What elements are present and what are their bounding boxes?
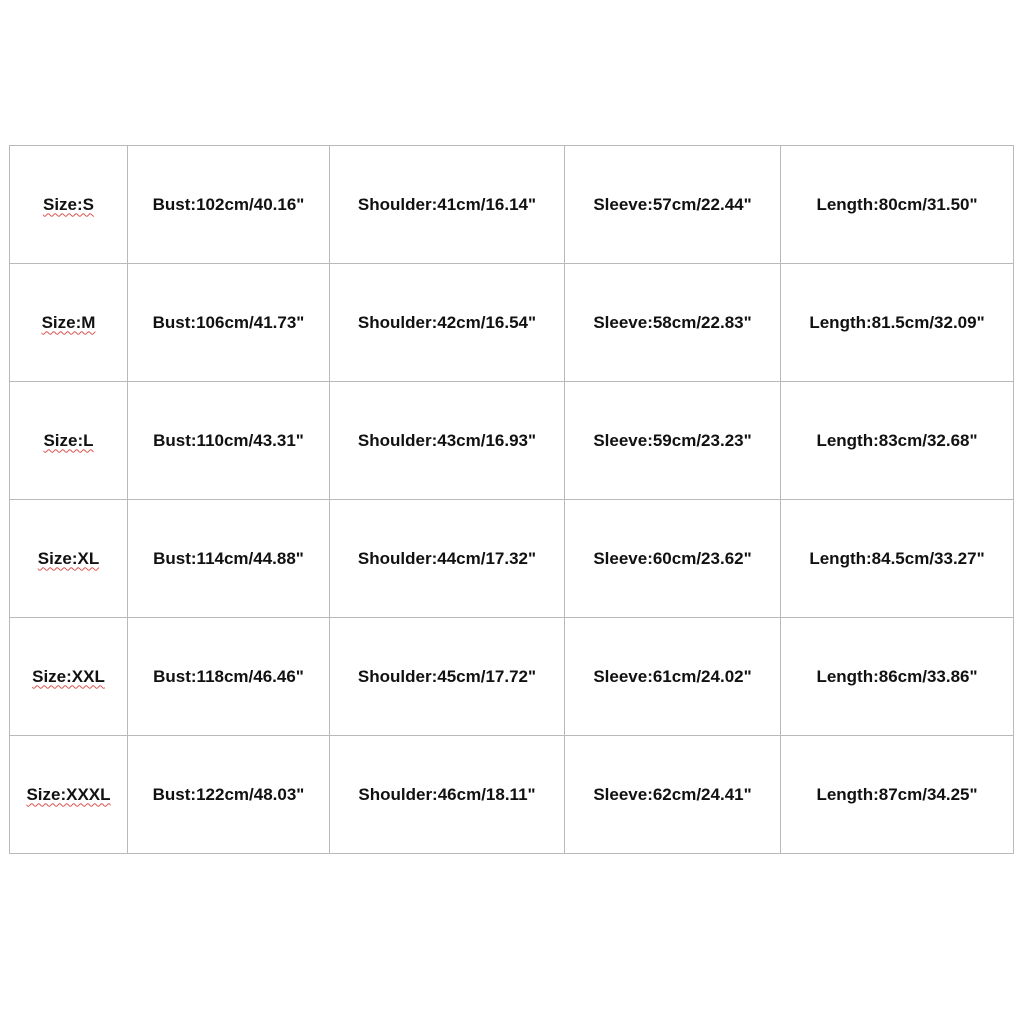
table-row <box>10 382 1014 500</box>
size-label: Size:XXL <box>32 666 105 686</box>
size-label: Size:XL <box>37 548 100 568</box>
length-cell: Length:80cm/31.50" <box>781 146 1014 264</box>
sleeve-cell: Sleeve:62cm/24.41" <box>565 736 781 854</box>
sleeve-cell: Sleeve:58cm/22.83" <box>565 264 781 382</box>
size-label: Size:L <box>43 430 94 450</box>
sleeve-cell: Sleeve:60cm/23.62" <box>565 500 781 618</box>
size-cell <box>10 264 128 382</box>
length-cell: Length:81.5cm/32.09" <box>781 264 1014 382</box>
size-cell <box>10 618 128 736</box>
bust-cell: Bust:122cm/48.03" <box>128 736 330 854</box>
size-cell <box>10 736 128 854</box>
length-cell: Length:87cm/34.25" <box>781 736 1014 854</box>
bust-cell: Bust:110cm/43.31" <box>128 382 330 500</box>
size-cell <box>10 146 128 264</box>
table-row <box>10 146 1014 264</box>
size-label: Size:XXXL <box>26 784 111 804</box>
table-row <box>10 500 1014 618</box>
shoulder-cell: Shoulder:41cm/16.14" <box>330 146 565 264</box>
size-cell <box>10 382 128 500</box>
size-label: Size:S <box>42 194 95 214</box>
bust-cell: Bust:102cm/40.16" <box>128 146 330 264</box>
sleeve-cell: Sleeve:61cm/24.02" <box>565 618 781 736</box>
bust-cell: Bust:114cm/44.88" <box>128 500 330 618</box>
bust-cell: Bust:106cm/41.73" <box>128 264 330 382</box>
table-row <box>10 736 1014 854</box>
size-chart-table <box>9 145 1014 854</box>
size-label: Size:M <box>41 312 96 332</box>
shoulder-cell: Shoulder:43cm/16.93" <box>330 382 565 500</box>
bust-cell: Bust:118cm/46.46" <box>128 618 330 736</box>
sleeve-cell: Sleeve:59cm/23.23" <box>565 382 781 500</box>
sleeve-cell: Sleeve:57cm/22.44" <box>565 146 781 264</box>
length-cell: Length:83cm/32.68" <box>781 382 1014 500</box>
shoulder-cell: Shoulder:46cm/18.11" <box>330 736 565 854</box>
table-row <box>10 618 1014 736</box>
shoulder-cell: Shoulder:44cm/17.32" <box>330 500 565 618</box>
shoulder-cell: Shoulder:45cm/17.72" <box>330 618 565 736</box>
shoulder-cell: Shoulder:42cm/16.54" <box>330 264 565 382</box>
length-cell: Length:84.5cm/33.27" <box>781 500 1014 618</box>
size-cell <box>10 500 128 618</box>
length-cell: Length:86cm/33.86" <box>781 618 1014 736</box>
table-row <box>10 264 1014 382</box>
